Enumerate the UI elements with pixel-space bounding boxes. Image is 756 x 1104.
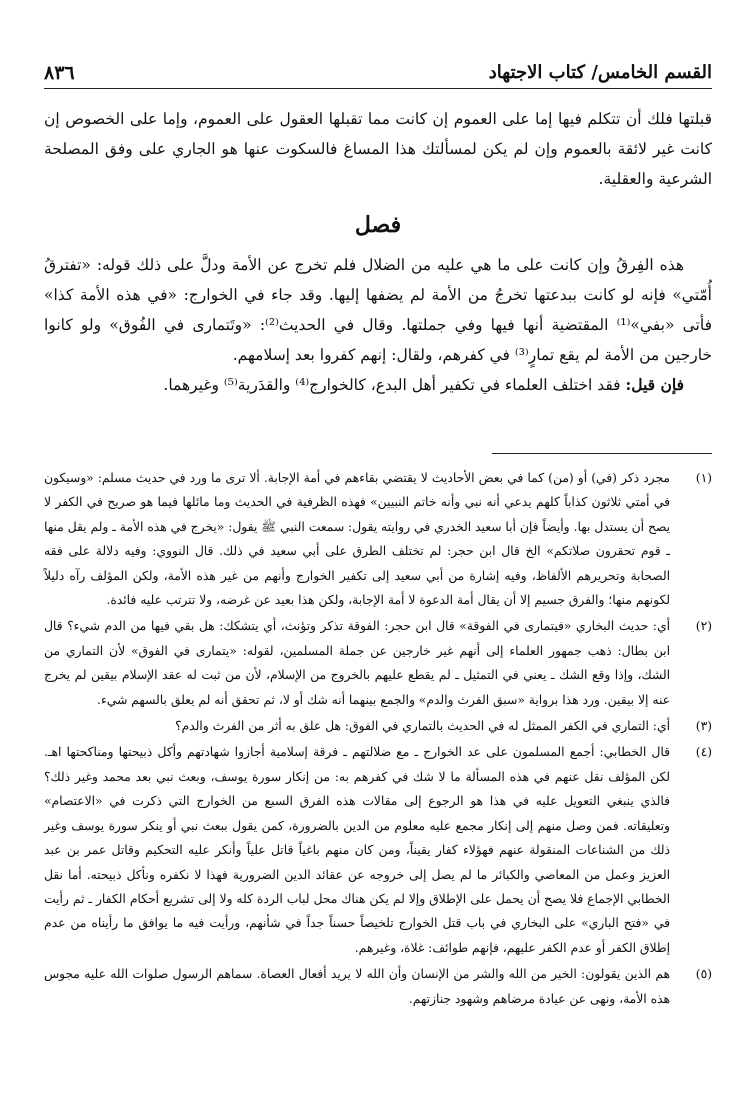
page-number: ٨٣٦ bbox=[44, 62, 75, 84]
section-paragraph: هذه الفِرقُ وإن كانت على ما هي عليه من الضلال فلم تخرج عن الأمة ودلَّ على ذلك قوله: «تفترقُ أُمّتي» فإنه لو كانت ببدعتها تخرجُ من الأمة لم يضفها إليها. وقد جاء في الخوارج: «في هذه الأمة كذا» فأتى «بفي»⁽¹⁾ المقتضية أنها فيها وفي جملتها. وقال في الحديث⁽²⁾: «وتَتمارى في الفُوق» ولو كانوا خارجين من الأمة لم يقع تمارٍ⁽³⁾ في كفرهم، ولقال: إنهم كفروا بعد إسلامهم. bbox=[44, 256, 713, 364]
footnote-number: (٣) bbox=[695, 719, 712, 734]
footnote-separator bbox=[492, 453, 712, 454]
footnotes bbox=[44, 466, 712, 1013]
main-text bbox=[44, 104, 712, 400]
footnote-text: هم الذين يقولون: الخير من الله والشر من الإنسان وأن الله لا يريد أفعال العصاة. سماهم الرسول صلوات الله عليه مجوس هذه الأمة، ونهى عن عيادة مرضاهم وشهود جنازتهم. bbox=[44, 967, 670, 1006]
footnote-text: قال الخطابي: أجمع المسلمون على عد الخوارج ـ مع ضلالتهم ـ فرقة إسلامية أجازوا شهادتهم وأكل ذبيحتها ومناكحتها اهـ. لكن المؤلف نقل عنهم في هذه المسألة ما لا شك في كفرهم به: من إنكار سورة يوسف، وبعث نبي بعد محمد وغير ذلك؟ فالذي ينبغي التعويل عليه في هذا هو الرجوع إلى مقالات هذه الفرق السبع من الخوارج التي ذكرت في «الاعتصام» وتعليقاته. فمن وصل منهم إلى إنكار مجمع عليه معلوم من الدين بالضرورة، كمن يقول ببعث نبي أو ينكر سورة يوسف وغير ذلك من الشناعات المنقولة عنهم فهؤلاء كفار يقيناً، ومن كان منهم باغياً قاتل علياً وأنكر عليه التحكيم وقاتل عمر بن عبد العزيز وعمل من المعاصي والكبائر ما لم يصل إلى خروجه عن عقائد الدين الضرورية فهذا لا نكفره ونأكل ذبيحته. أما نقل الخطابي الإجماع فلا يصح أن يحمل على الإطلاق وإلا لم يكن هناك محل لباب الردة كله ولا إلى تشريع أحكام الكفار ـ ثم رأيت في «فتح الباري» على البخاري في باب قتل الخوارج تلخيصاً حسناً جداً في شأنهم، ورأيت فيه ما يوافق ما رأيناه من عدم إطلاق الكفر أو عدم الكفر عليهم، فإنهم طوائف: غلاة، وغيرهم. bbox=[44, 745, 670, 955]
footnote bbox=[44, 740, 712, 960]
footnote bbox=[44, 614, 712, 712]
intro-paragraph: قبلتها فلك أن تتكلم فيها إما على العموم إن كانت مما تقبلها العقول على العموم، وإما على الخصوص إن كانت غير لائقة بالعموم وإن لم يكن لمسألتك هذا المساغ فالسكوت عنها هو الجاري على وفق المصلحة الشرعية والعقلية. bbox=[44, 110, 712, 188]
footnote bbox=[44, 466, 712, 612]
footnote-number: (٢) bbox=[695, 619, 712, 634]
question-text: فقد اختلف العلماء في تكفير أهل البدع، كالخوارج⁽⁴⁾ والقدَرية⁽⁵⁾ وغيرهما. bbox=[163, 376, 621, 394]
footnote bbox=[44, 962, 712, 1011]
footnote-number: (١) bbox=[695, 471, 712, 485]
footnote-text: أي: التماري في الكفر الممثل له في الحديث بالتماري في الفوق: هل علق به أثر من الفرث والدم؟ bbox=[174, 719, 670, 734]
question-label: فإن قيل: bbox=[625, 375, 684, 394]
footnote-number: (٤) bbox=[695, 745, 712, 760]
footnote-text: مجرد ذكر (في) أو (من) كما في بعض الأحاديث لا يقتضي بقاءهم في أمة الإجابة. ألا ترى ما ورد في حديث مسلم: «وسيكون في أمتي ثلاثون كذاباً كلهم يدعي أنه نبي وأنه خاتم النبيين» فهذه الظرفية في الحديث وما مائلها فيما هو صريح في الكفر لا يصح أن يستدل بها. وأيضاً فإن أبا سعيد الخدري في روايته يقول: سمعت النبي ﷺ يقول: «يخرج في هذه الأمة ـ ولم يقل منها ـ قوم تحقرون صلاتكم» الخ قال ابن حجر: لم تختلف الطرق على أبي سعيد في ذلك. قال النووي: وفيه دلالة على فقه الصحابة وتحريرهم الألفاظ، وفيه إشارة من أبي سعيد إلى تكفير الخوارج وأنهم من غير هذه الأمة، ولكن المؤلف رآه دليلاً لكونهم منها؛ والفرق جسيم إلا أن يقال أمة الدعوة لا أمة الإجابة، ولكن هذا بعيد عن غرضه، ولا تترتب عليه فائدة. bbox=[44, 471, 670, 608]
footnote-number: (٥) bbox=[695, 967, 712, 982]
footnote bbox=[44, 714, 712, 738]
section-heading: فصل bbox=[354, 212, 402, 238]
footnote-text: أي: حديث البخاري «فيتمارى في الفوقة» قال ابن حجر: الفوقة تذكر وتؤنث، أي يتشكك: هل بقي فيها من الدم شيء؟ قال ابن بطال: ذهب جمهور العلماء إلى أنهم غير خارجين عن جملة المسلمين، لقوله: «يتمارى في الفوق» لأن التماري من الشك، وإذا وقع الشك ـ يعني في التمثيل ـ لم يقطع عليهم بالخروج من الإسلام، لأن من ثبت له عقد الإسلام بيقين لم يخرج عنه إلا بيقين. ورد هذا برواية «سبق الفرث والدم» والجمع بينهما أنه شك أو لا، ثم تحقق أنه لم يعلق بالسهم شيء. bbox=[44, 619, 670, 707]
running-title: القسم الخامس/ كتاب الاجتهاد bbox=[488, 62, 712, 83]
question-paragraph bbox=[44, 370, 712, 400]
page-header bbox=[44, 58, 712, 89]
